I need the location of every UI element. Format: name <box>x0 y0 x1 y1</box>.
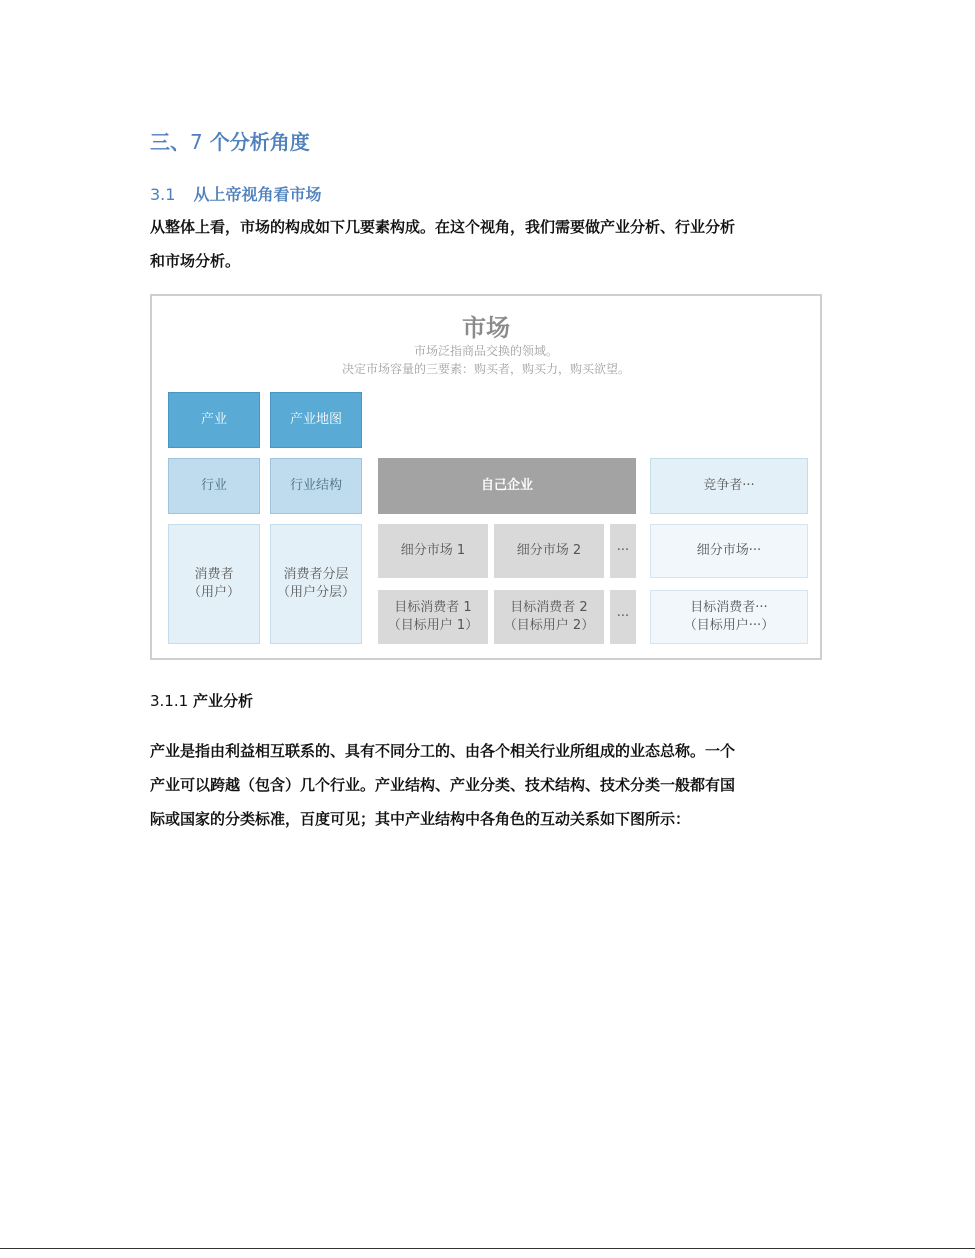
subsection-number: 3.1 <box>150 185 176 204</box>
subsubsection-title: 产业分析 <box>192 692 253 710</box>
subsubsection-number: 3.1.1 <box>150 692 189 710</box>
box-industry: 产业 <box>168 392 260 448</box>
section-heading <box>150 126 310 155</box>
box-consumer: 消费者 （用户） <box>168 524 260 644</box>
box-consumer-segment: 消费者分层 （用户分层） <box>270 524 362 644</box>
box-segment-1: 细分市场 1 <box>378 524 488 578</box>
subsection-title: 从上帝视角看市场 <box>193 185 322 204</box>
box-target-2: 目标消费者 2 （目标用户 2） <box>494 590 604 644</box>
subsection-heading <box>150 182 321 205</box>
section-heading-number: 7 <box>190 130 203 154</box>
market-diagram <box>150 294 822 660</box>
page-bottom-rule <box>0 1248 975 1249</box>
diagram-title: 市场 <box>462 314 510 342</box>
section-heading-title: 个分析角度 <box>209 130 310 154</box>
box-segment-more: ··· <box>610 524 636 578</box>
diagram-subtitle-2: 决定市场容量的三要素：购买者，购买力，购买欲望。 <box>341 362 630 376</box>
box-industry-map: 产业地图 <box>270 392 362 448</box>
box-own-enterprise: 自己企业 <box>378 458 636 514</box>
box-competitor: 竞争者··· <box>650 458 808 514</box>
box-trade: 行业 <box>168 458 260 514</box>
box-target-more: ··· <box>610 590 636 644</box>
box-segment-2: 细分市场 2 <box>494 524 604 578</box>
box-trade-structure: 行业结构 <box>270 458 362 514</box>
paragraph-2-line-1: 产业是指由利益相互联系的、具有不同分工的、由各个相关行业所组成的业态总称。一个 <box>150 742 736 760</box>
paragraph-2-line-2: 产业可以跨越（包含）几个行业。产业结构、产业分类、技术结构、技术分类一般都有国 <box>150 776 736 794</box>
box-segment-competitor: 细分市场··· <box>650 524 808 578</box>
box-target-competitor: 目标消费者··· （目标用户···） <box>650 590 808 644</box>
diagram-subtitle-1: 市场泛指商品交换的领域。 <box>413 344 558 358</box>
box-target-1: 目标消费者 1 （目标用户 1） <box>378 590 488 644</box>
paragraph-1-line-1: 从整体上看，市场的构成如下几要素构成。在这个视角，我们需要做产业分析、行业分析 <box>150 218 736 236</box>
paragraph-2-line-3: 际或国家的分类标准，百度可见；其中产业结构中各角色的互动关系如下图所示： <box>150 810 691 828</box>
subsubsection-heading <box>150 690 253 711</box>
section-heading-prefix: 三、 <box>150 130 190 154</box>
paragraph-1-line-2: 和市场分析。 <box>150 252 241 270</box>
